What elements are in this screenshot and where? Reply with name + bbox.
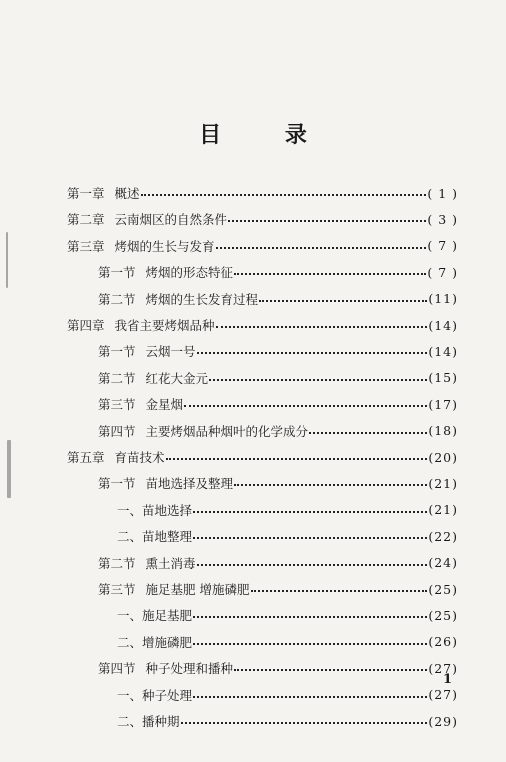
toc-entry-page: (11) [428, 291, 458, 307]
toc-entry-title: 增施磷肥 [142, 634, 193, 650]
toc-entry[interactable] [98, 394, 458, 414]
toc-entry-page: ( 7 ) [427, 264, 458, 280]
toc-entry-number: 第五章 [67, 450, 105, 465]
toc-entry-label [67, 184, 140, 202]
toc-entry[interactable] [117, 500, 458, 520]
toc-entry-number: 第三节 [98, 397, 136, 413]
toc-entry-label [117, 527, 192, 545]
toc-leader-dots [193, 511, 427, 513]
toc-entry-page: (18) [428, 423, 458, 439]
toc-entry-title: 云南烟区的自然条件 [114, 212, 228, 228]
toc-entry[interactable] [98, 289, 458, 309]
toc-entry-number: 第二节 [98, 555, 136, 571]
toc-entry-number: 第四节 [98, 423, 136, 439]
toc-entry-label [98, 554, 196, 572]
page-title: 目 录 [199, 122, 335, 148]
toc-entry[interactable] [67, 183, 458, 203]
toc-entry-number: 第一章 [67, 186, 105, 201]
toc-entry-number: 二、 [117, 529, 143, 545]
toc-entry-label [98, 342, 196, 360]
toc-entry-number: 一、 [117, 502, 143, 518]
toc-entry[interactable] [98, 421, 458, 441]
toc-entry-label [117, 606, 192, 624]
toc-entry-page: (21) [428, 502, 458, 518]
toc-leader-dots [228, 220, 426, 222]
toc-leader-dots [184, 405, 427, 407]
toc-entry-title: 金星烟 [145, 397, 184, 413]
toc-entry-label [67, 210, 227, 228]
toc-entry[interactable] [117, 526, 458, 546]
toc-leader-dots [166, 458, 428, 460]
toc-entry-label [67, 316, 215, 334]
toc-leader-dots [141, 194, 427, 196]
toc-entry[interactable] [98, 553, 458, 573]
toc-entry-number: 第一节 [98, 265, 136, 281]
toc-entry-page: (27) [428, 660, 458, 676]
toc-entry-page: (22) [428, 528, 458, 544]
toc-entry-label [67, 448, 165, 466]
toc-leader-dots [193, 643, 427, 645]
toc-entry-number: 第一节 [98, 476, 136, 492]
toc-entry-page: (25) [428, 581, 458, 597]
toc-leader-dots [197, 352, 428, 354]
toc-entry-number: 第四章 [67, 318, 105, 333]
toc-entry-number: 第一节 [98, 344, 136, 360]
toc-entry-label [98, 263, 233, 281]
toc-entry-page: (24) [428, 555, 458, 571]
page-number: 1 [443, 672, 453, 687]
toc-leader-dots [193, 616, 427, 618]
toc-entry-title: 烤烟的生长与发育 [114, 238, 215, 254]
toc-entry-page: (20) [428, 449, 458, 465]
toc-leader-dots [309, 432, 427, 434]
toc-entry-page: (27) [428, 687, 458, 703]
toc-entry-page: (14) [428, 317, 458, 333]
toc-entry-page: ( 3 ) [427, 211, 458, 227]
toc-entry-label [98, 290, 258, 308]
toc-entry-title: 苗地选择 [142, 502, 193, 518]
toc-leader-dots [209, 379, 427, 381]
toc-entry[interactable] [98, 658, 458, 678]
toc-entry-label [117, 501, 192, 519]
toc-entry[interactable] [117, 632, 458, 652]
toc-entry-label [98, 395, 183, 413]
toc-entry[interactable] [67, 236, 458, 256]
toc-entry[interactable] [98, 341, 458, 361]
toc-leader-dots [234, 273, 426, 275]
toc-entry-number: 第二节 [98, 370, 136, 386]
toc-entry-label [67, 237, 215, 255]
toc-entry[interactable] [67, 315, 458, 335]
toc-entry-title: 烤烟的生长发育过程 [145, 291, 259, 307]
toc-entry[interactable] [98, 262, 458, 282]
toc-leader-dots [193, 696, 427, 698]
toc-leader-dots [234, 484, 427, 486]
toc-entry-number: 二、 [117, 714, 143, 729]
toc-entry-page: ( 7 ) [427, 238, 458, 254]
toc-entry-number: 第四节 [98, 661, 136, 677]
toc-entry[interactable] [98, 579, 458, 599]
toc-entry-title: 熏土消毒 [145, 555, 196, 571]
toc-entry-title: 云烟一号 [145, 344, 196, 360]
toc-entry-label [117, 633, 192, 651]
toc-leader-dots [234, 669, 427, 671]
toc-entry[interactable] [67, 447, 458, 467]
toc-entry[interactable] [98, 473, 458, 493]
toc-entry-label [117, 712, 180, 730]
toc-entry-number: 第三节 [98, 582, 136, 597]
toc-leader-dots [259, 300, 427, 302]
toc-entry-number: 第二章 [67, 212, 105, 228]
toc-entry-title: 苗地整理 [142, 529, 193, 545]
toc-entry-title: 育苗技术 [114, 450, 165, 465]
toc-entry[interactable] [67, 209, 458, 229]
toc-leader-dots [181, 722, 428, 724]
toc-entry-title: 种子处理 [142, 687, 193, 703]
toc-leader-dots [216, 247, 427, 249]
toc-entry-title: 苗地选择及整理 [145, 476, 234, 492]
toc-leader-dots [193, 537, 427, 539]
scan-mark [6, 232, 8, 288]
toc-entry-number: 第二节 [98, 291, 136, 307]
toc-entry-label [98, 474, 233, 492]
toc-leader-dots [197, 564, 428, 566]
toc-entry-title: 主要烤烟品种烟叶的化学成分 [145, 423, 309, 439]
toc-entry-title: 我省主要烤烟品种 [114, 318, 215, 333]
toc-entry[interactable] [117, 711, 458, 731]
toc-entry-title: 概述 [114, 186, 140, 201]
toc-entry-title: 种子处理和播种 [145, 661, 234, 677]
toc-entry-label [98, 659, 233, 677]
toc-entry-number: 第三章 [67, 238, 105, 254]
toc-entry-page: ( 1 ) [427, 185, 458, 201]
toc-entry-label [117, 686, 192, 704]
toc-entry-title: 烤烟的形态特征 [145, 265, 234, 281]
toc-entry-number: 一、 [117, 608, 143, 624]
toc-leader-dots [251, 590, 428, 592]
toc-leader-dots [216, 326, 428, 328]
toc-entry-title: 施足基肥 [142, 608, 193, 624]
toc-entry-number: 二、 [117, 634, 143, 650]
toc-entry-title: 播种期 [142, 714, 180, 729]
toc-entry[interactable] [117, 685, 458, 705]
toc-entry-page: (21) [428, 475, 458, 491]
toc-entry-page: (29) [428, 713, 458, 729]
toc-entry-page: (25) [428, 607, 458, 623]
scan-mark [7, 440, 11, 498]
toc-entry-page: (26) [428, 634, 458, 650]
toc-entry-label [98, 422, 308, 440]
toc-entry-page: (17) [428, 396, 458, 412]
toc-entry[interactable] [98, 368, 458, 388]
toc-entry-page: (15) [428, 370, 458, 386]
toc-entry-label [98, 580, 250, 598]
toc-entry-number: 一、 [117, 687, 143, 703]
toc-entry-page: (14) [428, 343, 458, 359]
toc-entry-label [98, 369, 208, 387]
toc-entry-title: 红花大金元 [145, 370, 209, 386]
toc-entry-title: 施足基肥 增施磷肥 [145, 582, 250, 597]
toc-entry[interactable] [117, 605, 458, 625]
